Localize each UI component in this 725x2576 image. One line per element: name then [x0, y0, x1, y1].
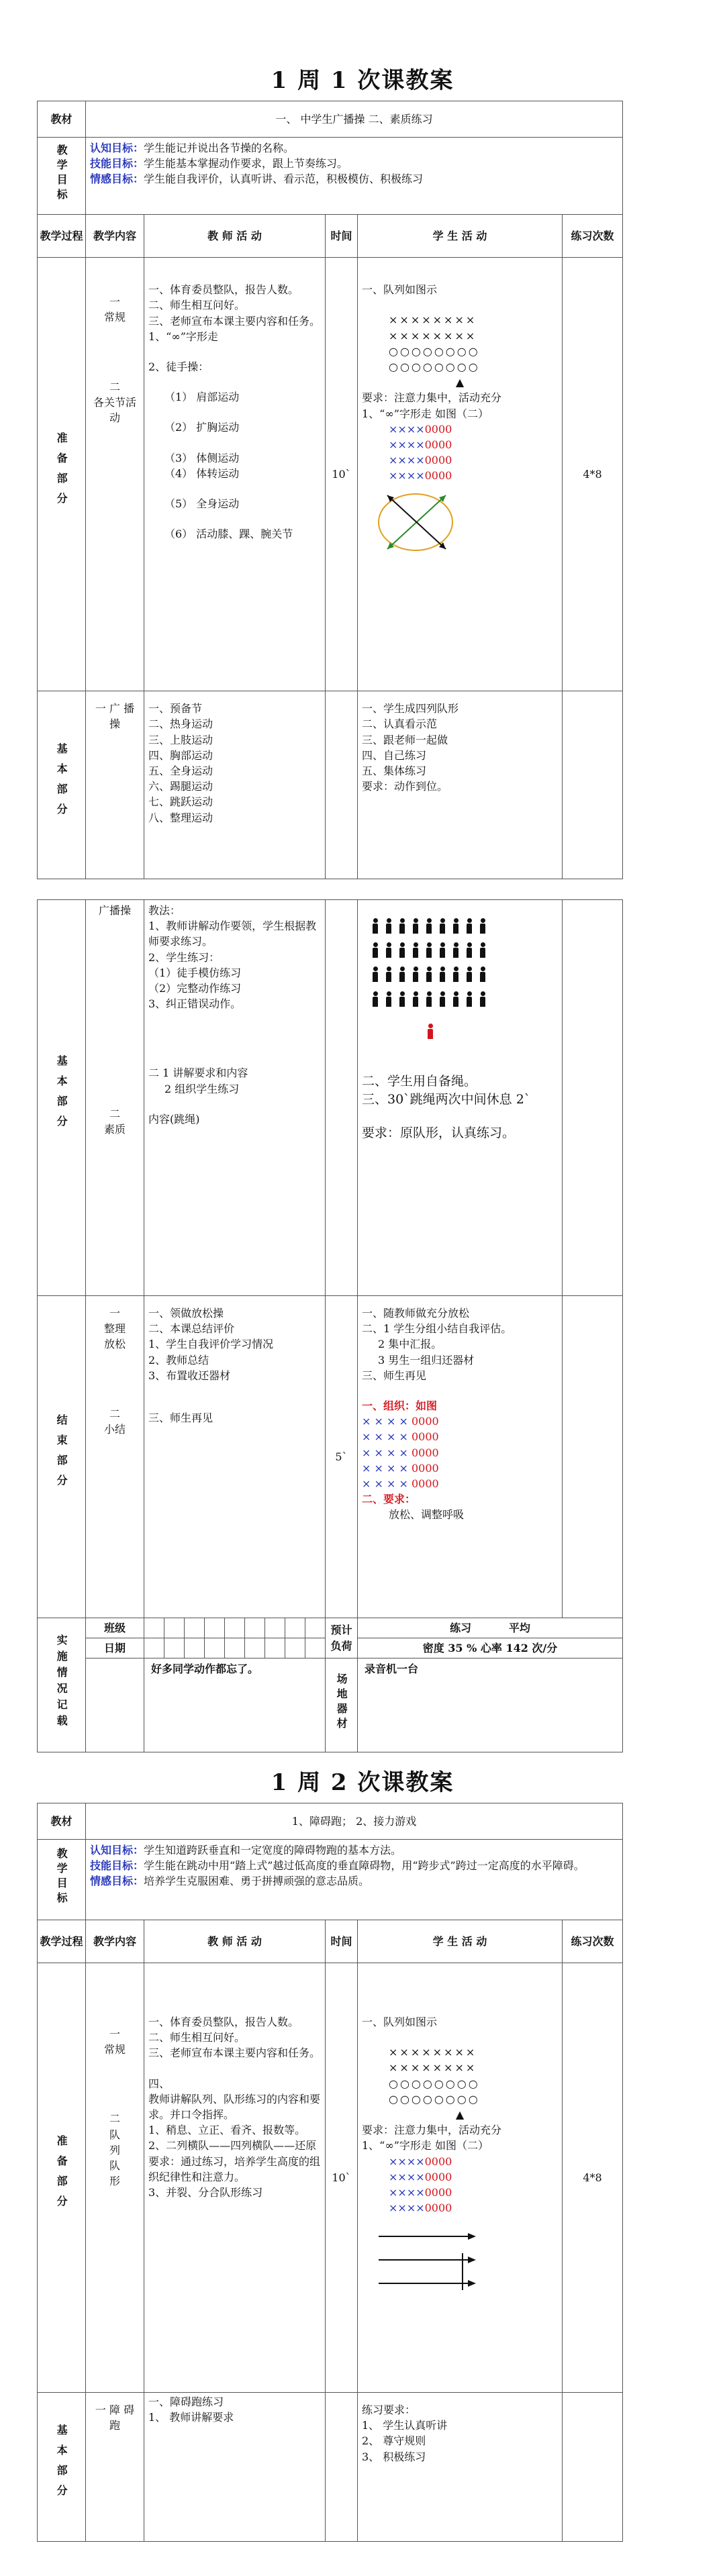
col-process: 教学过程 [38, 215, 86, 258]
prep-teacher-2: 一、体育委员整队，报告人数。 二、师生相互问好。 三、老师宣布本课主要内容和任务。 四、 教师讲解队列、队形练习的内容和要求。并口令指挥。 1、稍息、立正、看齐、报数等。 2、二列横队——四列横队——还原 要求：通过练习，培养学生高度的组织纪律性和注意力。 3、并裂、分合队形练习 [144, 1963, 326, 2393]
basic-practice-2 [563, 2393, 623, 2542]
basic1-label: 基本部分 [38, 691, 86, 879]
end-label: 结束部分 [38, 1296, 86, 1618]
basic2-label: 基本部分 [38, 900, 86, 1296]
basic-teacher-2: 一、障碍跑练习 1、 教师讲解要求 [144, 2393, 326, 2542]
prep-label-2: 准备部分 [38, 1963, 86, 2393]
col-teacher-2: 教 师 活 动 [144, 1920, 326, 1963]
lesson1-table [37, 101, 623, 879]
venue-value: 录音机一台 [358, 1658, 623, 1752]
lesson1-title: 1 周 1 次课教案 [271, 67, 454, 94]
practice-avg-label: 练习 平均 [358, 1618, 623, 1638]
prep-content: 一 常规 二 各关节活动 [86, 258, 144, 691]
load-label: 预计负荷 [326, 1618, 358, 1658]
prep-practice: 4*8 [563, 258, 623, 691]
basic2-time [326, 900, 358, 1296]
prep-student-2: 一、队列如图示 ×××××××× ×××××××× ○○○○○○○○ ○○○○○○○○ ▲ 要求：注意力集中，活动充分 1、“∞”字形走 如图（二） ××××0000 ××××0000 ××××0000 ××××0000 [358, 1963, 563, 2393]
material-label: 教材 [38, 101, 86, 138]
basic-time-2 [326, 2393, 358, 2542]
material-content: 一、 中学生广播操 二、素质练习 [86, 101, 623, 138]
record-note: 好多同学动作都忘了。 [144, 1658, 326, 1752]
class-label: 班级 [86, 1618, 144, 1638]
record-label: 实施情况记载 [38, 1618, 86, 1752]
arrow-lines-diagram [375, 2226, 483, 2293]
basic1-teacher: 一、预备节 二、热身运动 三、上肢运动 四、胸部运动 五、全身运动 六、踢腿运动 七、跳跃运动 八、整理运动 [144, 691, 326, 879]
basic2-student: 二、学生用自备绳。 三、30`跳绳两次中间休息 2` 要求：原队形，认真练习。 [358, 900, 563, 1296]
end-student: 一、随教师做充分放松 二、1 学生分组小结自我评估。 2 集中汇报。 3 男生一组归还器材 三、师生再见 一、组织：如图 × × × × 0000 × × × × 0000 × × × × 0000 × × × × 0000 × × × × 0000 二、要求： 放松、调整呼吸 [358, 1296, 563, 1618]
lesson1-table-part2 [37, 899, 623, 1618]
col-practice: 练习次数 [563, 215, 623, 258]
objectives-label-2: 教学目标 [38, 1840, 86, 1920]
col-content-2: 教学内容 [86, 1920, 144, 1963]
venue-label: 场地器材 [326, 1658, 358, 1752]
formation-figures [369, 916, 558, 1046]
material-label-2: 教材 [38, 1803, 86, 1840]
end-teacher: 一、领做放松操 二、本课总结评价 1、学生自我评价学习情况 2、教师总结 3、布置收还器材 三、师生再见 [144, 1296, 326, 1618]
prep-time: 10` [326, 258, 358, 691]
density-value: 密度 35 % 心率 142 次/分 [358, 1638, 623, 1658]
col-content: 教学内容 [86, 215, 144, 258]
prep-practice-2: 4*8 [563, 1963, 623, 2393]
prep-label: 准备部分 [38, 258, 86, 691]
basic1-time [326, 691, 358, 879]
lesson2-table [37, 1803, 623, 2542]
col-teacher: 教 师 活 动 [144, 215, 326, 258]
prep-time-2: 10` [326, 1963, 358, 2393]
lesson1-footer [37, 1618, 623, 1752]
figure-eight-diagram [375, 487, 469, 558]
basic2-content: 广播操 二 素质 [86, 900, 144, 1296]
basic1-content: 一 广 播 操 [86, 691, 144, 879]
prep-teacher: 一、体育委员整队，报告人数。 二、师生相互问好。 三、老师宣布本课主要内容和任务。 1、“∞”字形走 2、徒手操： （1） 肩部运动 （2） 扩胸运动 （3） 体侧运动 （4） 体转运动 （5） 全身运动 （6） 活动膝、踝、腕关节 [144, 258, 326, 691]
basic-student-2: 练习要求： 1、 学生认真听讲 2、 尊守规则 3、 积极练习 [358, 2393, 563, 2542]
basic-content-2: 一 障 碍 跑 [86, 2393, 144, 2542]
col-time: 时间 [326, 215, 358, 258]
objectives: 认知目标：学生能记并说出各节操的名称。 技能目标：学生能基本掌握动作要求，跟上节奏练习。 情感目标：学生能自我评价，认真听讲、看示范，积极模仿、积极练习 [86, 138, 623, 215]
end-content: 一 整理 放松 二 小结 [86, 1296, 144, 1618]
col-practice-2: 练习次数 [563, 1920, 623, 1963]
end-practice [563, 1296, 623, 1618]
lesson2-title: 1 周 2 次课教案 [271, 1769, 454, 1796]
material-content-2: 1、障碍跑； 2、接力游戏 [86, 1803, 623, 1840]
basic-label-2: 基本部分 [38, 2393, 86, 2542]
date-label: 日期 [86, 1638, 144, 1658]
basic2-practice [563, 900, 623, 1296]
objectives-2: 认知目标：学生知道跨跃垂直和一定宽度的障碍物跑的基本方法。 技能目标：学生能在跳动中用“踏上式”越过低高度的垂直障碍物，用“跨步式”跨过一定高度的水平障碍。 情感目标：培养学生克服困难、勇于拼搏顽强的意志品质。 [86, 1840, 623, 1920]
basic1-practice [563, 691, 623, 879]
objectives-label: 教学目标 [38, 138, 86, 215]
end-time: 5` [326, 1296, 358, 1618]
col-student-2: 学 生 活 动 [358, 1920, 563, 1963]
basic2-teacher: 教法： 1、教师讲解动作要领，学生根据教师要求练习。 2、学生练习： （1）徒手模仿练习 （2）完整动作练习 3、纠正错误动作。 二 1 讲解要求和内容 2 组织学生练习 内容(跳绳) [144, 900, 326, 1296]
col-time-2: 时间 [326, 1920, 358, 1963]
col-process-2: 教学过程 [38, 1920, 86, 1963]
prep-student: 一、队列如图示 ×××××××× ×××××××× ○○○○○○○○ ○○○○○○○○ ▲ 要求：注意力集中，活动充分 1、“∞”字形走 如图（二） ××××0000 ××××0000 ××××0000 ××××0000 [358, 258, 563, 691]
basic1-student: 一、学生成四列队形 二、认真看示范 三、跟老师一起做 四、自己练习 五、集体练习 要求：动作到位。 [358, 691, 563, 879]
col-student: 学 生 活 动 [358, 215, 563, 258]
prep-content-2: 一 常规 二 队 列 队 形 [86, 1963, 144, 2393]
